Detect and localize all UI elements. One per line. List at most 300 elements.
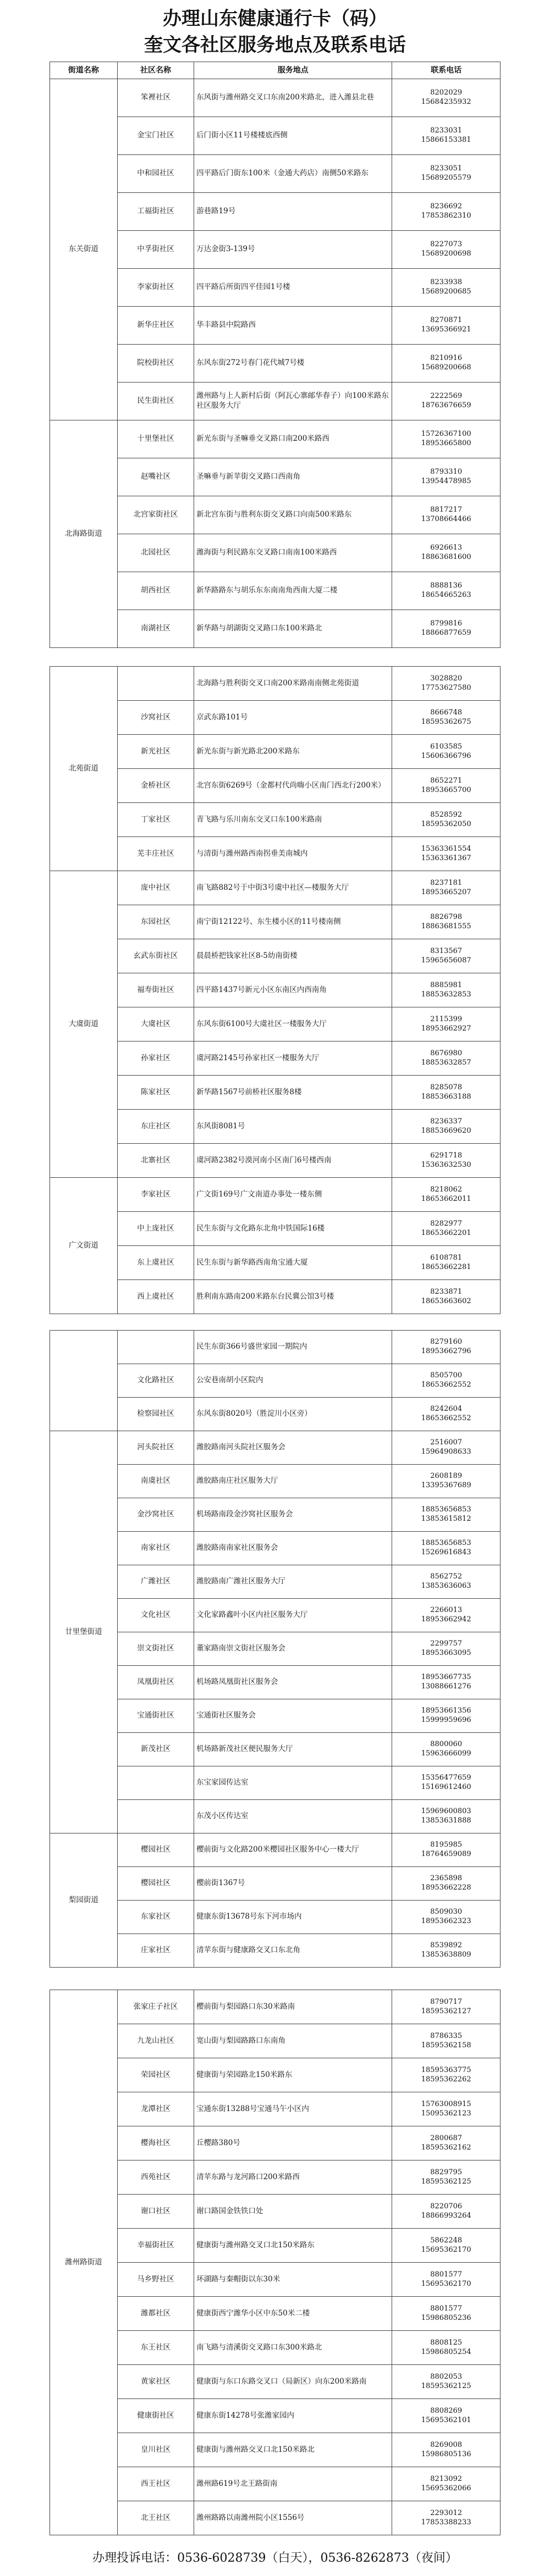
table-row bbox=[50, 735, 501, 769]
contact-phone: 8799816 18866877659 bbox=[392, 610, 501, 648]
service-location: 宽山街与梨园路路口东南角 bbox=[194, 2024, 392, 2058]
service-location: 新华路路东与胡乐东东南南角西南大厦二楼 bbox=[194, 572, 392, 610]
service-location: 潍州路路以南潍州院小区1556号 bbox=[194, 2501, 392, 2535]
service-location: 南宁街12122号、东生楼小区的11号楼南侧 bbox=[194, 905, 392, 939]
community-name: 胡西社区 bbox=[117, 572, 194, 610]
table-row bbox=[50, 2195, 501, 2229]
contact-phone: 8888136 18654665263 bbox=[392, 572, 501, 610]
community-name: 樱园社区 bbox=[117, 1833, 194, 1867]
table-row bbox=[50, 1178, 501, 1212]
service-location: 坏湖路与秦帽街以东30米 bbox=[194, 2263, 392, 2297]
table-section-4 bbox=[50, 1990, 501, 2535]
contact-phone: 8652271 18953665700 bbox=[392, 769, 501, 803]
service-location: 健康街与潍州路交叉口北150米路东 bbox=[194, 2229, 392, 2263]
service-location: 清苹东路与龙河路口200米路西 bbox=[194, 2160, 392, 2195]
community-name: 龙潭社区 bbox=[117, 2092, 194, 2126]
street-name: 大虞街道 bbox=[50, 871, 118, 1178]
community-name: 文化路社区 bbox=[117, 1364, 194, 1398]
service-location: 机场路凤凰街社区服务会 bbox=[194, 1666, 392, 1699]
table-section-3 bbox=[50, 1330, 501, 1968]
contact-phone: 8242604 18653662552 bbox=[392, 1398, 501, 1431]
service-location: 机场路新茂社区便民服务大厅 bbox=[194, 1733, 392, 1766]
table-row bbox=[50, 269, 501, 307]
service-location: 丘樱路380号 bbox=[194, 2126, 392, 2160]
contact-phone: 15969600803 13853631888 bbox=[392, 1800, 501, 1833]
community-name: 北王社区 bbox=[117, 2501, 194, 2535]
community-name: 十里堡社区 bbox=[117, 420, 194, 458]
table-header-row bbox=[50, 62, 501, 79]
contact-phone: 8202029 15684235932 bbox=[392, 79, 501, 117]
community-name: 东庄社区 bbox=[117, 1110, 194, 1144]
table-row bbox=[50, 973, 501, 1007]
contact-phone: 8801577 15986805236 bbox=[392, 2297, 501, 2331]
service-location: 潍胶路南河头院社区服务会 bbox=[194, 1431, 392, 1465]
contact-phone: 8233051 15689205579 bbox=[392, 155, 501, 193]
community-name: 沙窝社区 bbox=[117, 701, 194, 735]
contact-phone: 8218062 18653662011 bbox=[392, 1178, 501, 1212]
service-location: 胜利南东路南200米路东台民冀公馆3号楼 bbox=[194, 1280, 392, 1314]
service-location: 南飞路与清溪街交叉路口东300米路北 bbox=[194, 2331, 392, 2365]
contact-phone: 2222569 18763676659 bbox=[392, 383, 501, 420]
table-row bbox=[50, 1465, 501, 1498]
service-location: 樱前街1367号 bbox=[194, 1867, 392, 1901]
contact-phone: 18595363775 18595362262 bbox=[392, 2058, 501, 2092]
table-row bbox=[50, 701, 501, 735]
service-location: 新华路1567号前桥社区服务8楼 bbox=[194, 1076, 392, 1110]
contact-phone: 15726367100 18953665800 bbox=[392, 420, 501, 458]
service-location: 机场路南段金沙窝社区服务会 bbox=[194, 1498, 392, 1532]
contact-phone: 8808125 15986805254 bbox=[392, 2331, 501, 2365]
table-row bbox=[50, 1364, 501, 1398]
contact-phone: 2608189 13395367689 bbox=[392, 1465, 501, 1498]
table-row bbox=[50, 1398, 501, 1431]
contact-phone: 8195985 18764659089 bbox=[392, 1833, 501, 1867]
service-location: 民生东街与文化路东北角中铁国际16楼 bbox=[194, 1212, 392, 1246]
table-row bbox=[50, 2331, 501, 2365]
contact-phone: 2293012 17853388233 bbox=[392, 2501, 501, 2535]
community-name: 皇川社区 bbox=[117, 2433, 194, 2467]
contact-phone: 15363361554 15363361367 bbox=[392, 837, 501, 871]
table-row bbox=[50, 2297, 501, 2331]
community-name: 北寨社区 bbox=[117, 1144, 194, 1178]
street-name: 廿里堡街道 bbox=[50, 1431, 118, 1833]
service-location: 圣嘛垂与新苹街交叉路口西南角 bbox=[194, 458, 392, 496]
community-name: 新光社区 bbox=[117, 735, 194, 769]
service-location: 清苹东街与健康路交叉口东北角 bbox=[194, 1934, 392, 1968]
community-name: 李家社区 bbox=[117, 1178, 194, 1212]
street-name: 北苑街道 bbox=[50, 667, 118, 871]
contact-phone: 2800687 18595362162 bbox=[392, 2126, 501, 2160]
table-row bbox=[50, 155, 501, 193]
contact-phone: 8282977 18653662201 bbox=[392, 1212, 501, 1246]
table-row bbox=[50, 1666, 501, 1699]
community-name: 西苑社区 bbox=[117, 2160, 194, 2195]
community-name: 中上庞社区 bbox=[117, 1212, 194, 1246]
service-location: 健康街西宁潍华小区中东50米二楼 bbox=[194, 2297, 392, 2331]
service-location: 新北宫东街与胜利东街交叉路口向南500米路东 bbox=[194, 496, 392, 534]
service-location: 樱前街与梨园路口东30米路南 bbox=[194, 1990, 392, 2024]
community-name bbox=[117, 1331, 194, 1364]
service-location: 潍胶路南广潍社区服务大厅 bbox=[194, 1565, 392, 1599]
table-row bbox=[50, 345, 501, 383]
table-row bbox=[50, 231, 501, 269]
community-name: 南家社区 bbox=[117, 1532, 194, 1565]
community-name: 健康街社区 bbox=[117, 2399, 194, 2433]
table-row bbox=[50, 1733, 501, 1766]
service-table bbox=[50, 1330, 501, 1968]
table-row bbox=[50, 2229, 501, 2263]
table-row bbox=[50, 1867, 501, 1901]
contact-phone: 2365898 18953662228 bbox=[392, 1867, 501, 1901]
street-name: 梨园街道 bbox=[50, 1833, 118, 1968]
community-name: 工福街社区 bbox=[117, 193, 194, 231]
service-location: 健康东街14278号张潍家园内 bbox=[194, 2399, 392, 2433]
service-location: 东风街与潍州路交叉口东南200米路北，进入潍县北巷 bbox=[194, 79, 392, 117]
street-name: 潍州路街道 bbox=[50, 1990, 118, 2535]
service-table bbox=[50, 666, 501, 1314]
service-location: 民生东街366号盛世家园一期院内 bbox=[194, 1331, 392, 1364]
contact-phone: 2299757 18953663095 bbox=[392, 1632, 501, 1666]
service-location: 健康东街13678号东下河市场内 bbox=[194, 1901, 392, 1934]
table-row bbox=[50, 1532, 501, 1565]
contact-phone: 8786335 18595362158 bbox=[392, 2024, 501, 2058]
table-row bbox=[50, 1246, 501, 1280]
table-section-2 bbox=[50, 666, 501, 1314]
contact-phone: 8802053 18595362125 bbox=[392, 2365, 501, 2399]
contact-phone: 8270871 13695366921 bbox=[392, 307, 501, 345]
community-name: 民生街社区 bbox=[117, 383, 194, 420]
table-row bbox=[50, 307, 501, 345]
contact-phone: 6291718 15363632530 bbox=[392, 1144, 501, 1178]
table-row bbox=[50, 905, 501, 939]
community-name: 孙家社区 bbox=[117, 1042, 194, 1076]
contact-phone: 6103585 15606366796 bbox=[392, 735, 501, 769]
street-name: 广文街道 bbox=[50, 1178, 118, 1314]
service-location: 京武东路101号 bbox=[194, 701, 392, 735]
contact-phone: 8233031 15866153381 bbox=[392, 117, 501, 155]
table-row bbox=[50, 2501, 501, 2535]
community-name: 九龙山社区 bbox=[117, 2024, 194, 2058]
contact-phone: 3028820 17753627580 bbox=[392, 667, 501, 701]
table-row bbox=[50, 1110, 501, 1144]
service-location: 东风东街8020号（胜淀川小区旁） bbox=[194, 1398, 392, 1431]
contact-phone: 8227073 15689200698 bbox=[392, 231, 501, 269]
table-row bbox=[50, 2024, 501, 2058]
contact-phone: 8233871 18653663602 bbox=[392, 1280, 501, 1314]
community-name: 赵嘴社区 bbox=[117, 458, 194, 496]
contact-phone: 8237181 18953665207 bbox=[392, 871, 501, 905]
community-name bbox=[117, 1766, 194, 1800]
service-location: 游巷路19号 bbox=[194, 193, 392, 231]
contact-phone: 8233938 15689200685 bbox=[392, 269, 501, 307]
community-name: 幸福街社区 bbox=[117, 2229, 194, 2263]
service-location: 新华路与胡湖街交叉路口东100米路北 bbox=[194, 610, 392, 648]
contact-phone: 2516007 15964908633 bbox=[392, 1431, 501, 1465]
service-location: 四平路后门街东100米（金通大药店）南侧50米路东 bbox=[194, 155, 392, 193]
community-name: 崇文街社区 bbox=[117, 1632, 194, 1666]
contact-phone: 8666748 18595362675 bbox=[392, 701, 501, 735]
community-name: 东王社区 bbox=[117, 2331, 194, 2365]
community-name: 张家庄子社区 bbox=[117, 1990, 194, 2024]
contact-phone: 8793310 13954478985 bbox=[392, 458, 501, 496]
table-row bbox=[50, 1212, 501, 1246]
community-name: 芜丰庄社区 bbox=[117, 837, 194, 871]
community-name: 李家街社区 bbox=[117, 269, 194, 307]
community-name: 新华庄社区 bbox=[117, 307, 194, 345]
contact-phone: 8826798 18863681555 bbox=[392, 905, 501, 939]
table-row bbox=[50, 193, 501, 231]
service-location: 潍州路619号北王路街南 bbox=[194, 2467, 392, 2501]
service-table bbox=[50, 62, 501, 648]
table-row bbox=[50, 1699, 501, 1733]
contact-phone: 15356477659 15169612460 bbox=[392, 1766, 501, 1800]
table-row bbox=[50, 2433, 501, 2467]
contact-phone: 15763008915 15095362123 bbox=[392, 2092, 501, 2126]
community-name: 凤凰街社区 bbox=[117, 1666, 194, 1699]
table-row bbox=[50, 1076, 501, 1110]
contact-phone: 18853656853 13853615812 bbox=[392, 1498, 501, 1532]
community-name bbox=[117, 1800, 194, 1833]
community-name: 黄家社区 bbox=[117, 2365, 194, 2399]
table-row bbox=[50, 383, 501, 420]
table-row bbox=[50, 1498, 501, 1532]
service-location: 潍州路与上人新村后街（阿瓦心寨邮华春子）向100米路东社区服务大厅 bbox=[194, 383, 392, 420]
community-name: 中孚街社区 bbox=[117, 231, 194, 269]
community-name: 北宫家街社区 bbox=[117, 496, 194, 534]
table-row bbox=[50, 1331, 501, 1364]
community-name: 中和园社区 bbox=[117, 155, 194, 193]
community-name: 丁家社区 bbox=[117, 803, 194, 837]
service-location: 东宝家园传达室 bbox=[194, 1766, 392, 1800]
table-row bbox=[50, 1833, 501, 1867]
service-location: 广文街169号广文南道办事处一楼东侧 bbox=[194, 1178, 392, 1212]
service-location: 东风东街272号春门花代城7号楼 bbox=[194, 345, 392, 383]
service-location: 后门街小区11号楼楼底西侧 bbox=[194, 117, 392, 155]
contact-phone: 8279160 18953662796 bbox=[392, 1331, 501, 1364]
service-location: 公安巷南胡小区院内 bbox=[194, 1364, 392, 1398]
service-location: 虞河路2145号孙家社区一楼服务大厅 bbox=[194, 1042, 392, 1076]
community-name: 宝通街社区 bbox=[117, 1699, 194, 1733]
contact-phone: 18953661356 15999959696 bbox=[392, 1699, 501, 1733]
table-row bbox=[50, 117, 501, 155]
service-location: 文化家路鑫叶小区内社区服务大厅 bbox=[194, 1599, 392, 1632]
community-name: 检察园社区 bbox=[117, 1398, 194, 1431]
contact-phone: 6108781 18653662281 bbox=[392, 1246, 501, 1280]
community-name: 金桥社区 bbox=[117, 769, 194, 803]
contact-phone: 8829795 18595362125 bbox=[392, 2160, 501, 2195]
contact-phone: 8562752 13853636063 bbox=[392, 1565, 501, 1599]
contact-phone: 5862248 15695362170 bbox=[392, 2229, 501, 2263]
service-table bbox=[50, 1990, 501, 2535]
contact-phone: 8213092 15695362066 bbox=[392, 2467, 501, 2501]
table-row bbox=[50, 2365, 501, 2399]
service-location: 潍胶路南庄社区服务大厅 bbox=[194, 1465, 392, 1498]
table-row bbox=[50, 2126, 501, 2160]
table-row bbox=[50, 2092, 501, 2126]
service-location: 晨晨桥把钱家社区8-5幼南街楼 bbox=[194, 939, 392, 973]
table-row bbox=[50, 420, 501, 458]
service-location: 健康街与荣园路北150米路东 bbox=[194, 2058, 392, 2092]
contact-phone: 6926613 18863681600 bbox=[392, 534, 501, 572]
table-row bbox=[50, 458, 501, 496]
contact-phone: 8509030 18953662323 bbox=[392, 1901, 501, 1934]
contact-phone: 18953667735 13088661276 bbox=[392, 1666, 501, 1699]
community-name: 东上虞社区 bbox=[117, 1246, 194, 1280]
community-name: 荣园社区 bbox=[117, 2058, 194, 2092]
contact-phone: 8801577 15695362170 bbox=[392, 2263, 501, 2297]
contact-phone: 8808269 15695362101 bbox=[392, 2399, 501, 2433]
service-location: 谢口路国金铁铁口处 bbox=[194, 2195, 392, 2229]
contact-phone: 8236337 18853669620 bbox=[392, 1110, 501, 1144]
table-row bbox=[50, 496, 501, 534]
community-name: 西上虞社区 bbox=[117, 1280, 194, 1314]
community-name: 南虞社区 bbox=[117, 1465, 194, 1498]
contact-phone: 8505700 18653662552 bbox=[392, 1364, 501, 1398]
service-location: 樱前街与文化路200米樱园社区服务中心一楼大厅 bbox=[194, 1833, 392, 1867]
service-location: 华丰路县中院路西 bbox=[194, 307, 392, 345]
table-section-1 bbox=[50, 62, 501, 648]
page-subtitle: 奎文各社区服务地点及联系电话 bbox=[144, 34, 406, 56]
community-name: 大虞社区 bbox=[117, 1007, 194, 1042]
contact-phone: 2115399 18953662927 bbox=[392, 1007, 501, 1042]
service-location: 宝通东街13288号宝通马午小区内 bbox=[194, 2092, 392, 2126]
community-name: 笨裡社区 bbox=[117, 79, 194, 117]
contact-phone: 8817217 13708664466 bbox=[392, 496, 501, 534]
complaint-phone-footer: 办理投诉电话：0536-6028739（白天），0536-8262873（夜间） bbox=[92, 2551, 458, 2565]
community-name: 樱园社区 bbox=[117, 1867, 194, 1901]
table-row bbox=[50, 1934, 501, 1968]
contact-phone: 8220706 18866993264 bbox=[392, 2195, 501, 2229]
contact-phone: 8528592 18595362050 bbox=[392, 803, 501, 837]
service-location: 民生东街与新华路西南角宝通大厦 bbox=[194, 1246, 392, 1280]
community-name: 陈家社区 bbox=[117, 1076, 194, 1110]
community-name: 院校街社区 bbox=[117, 345, 194, 383]
community-name: 玄武东街社区 bbox=[117, 939, 194, 973]
column-header: 社区名称 bbox=[117, 62, 194, 79]
community-name: 庞中社区 bbox=[117, 871, 194, 905]
service-location: 董家路南崇文街社区服务会 bbox=[194, 1632, 392, 1666]
table-row bbox=[50, 1766, 501, 1800]
column-header: 街道名称 bbox=[50, 62, 118, 79]
service-location: 北海路与胜利街交叉口南200米路南南侧北苑街道 bbox=[194, 667, 392, 701]
service-location: 与清街与潍州路西南拐垂美南城内 bbox=[194, 837, 392, 871]
table-row bbox=[50, 939, 501, 973]
table-row bbox=[50, 1565, 501, 1599]
table-row bbox=[50, 871, 501, 905]
community-name: 河头院社区 bbox=[117, 1431, 194, 1465]
contact-phone: 8313567 15965656087 bbox=[392, 939, 501, 973]
service-location: 青飞路与乐川南东交叉口东100米路南 bbox=[194, 803, 392, 837]
community-name: 南湖社区 bbox=[117, 610, 194, 648]
community-name: 金沙窝社区 bbox=[117, 1498, 194, 1532]
service-location: 虞河路2382号漠河南小区南门6号楼西南 bbox=[194, 1144, 392, 1178]
table-row bbox=[50, 2058, 501, 2092]
table-row bbox=[50, 1599, 501, 1632]
community-name: 潍都社区 bbox=[117, 2297, 194, 2331]
community-name: 新茂社区 bbox=[117, 1733, 194, 1766]
table-row bbox=[50, 1901, 501, 1934]
service-location: 东风街8081号 bbox=[194, 1110, 392, 1144]
service-location: 新光东街与新光路北200米路东 bbox=[194, 735, 392, 769]
community-name bbox=[117, 667, 194, 701]
table-row bbox=[50, 1800, 501, 1833]
service-location: 宝通街社区服务会 bbox=[194, 1699, 392, 1733]
table-row bbox=[50, 667, 501, 701]
contact-phone: 8236692 17853862310 bbox=[392, 193, 501, 231]
table-row bbox=[50, 572, 501, 610]
service-location: 北宫东街6269号（金都村代尚嗨小区南门西北行200米） bbox=[194, 769, 392, 803]
community-name: 文化社区 bbox=[117, 1599, 194, 1632]
service-location: 万达金街3-139号 bbox=[194, 231, 392, 269]
contact-phone: 18853656853 15269616843 bbox=[392, 1532, 501, 1565]
community-name: 谢口社区 bbox=[117, 2195, 194, 2229]
service-location: 东茂小区传达室 bbox=[194, 1800, 392, 1833]
street-name: 东关街道 bbox=[50, 79, 118, 420]
community-name: 西王社区 bbox=[117, 2467, 194, 2501]
community-name: 金宝门社区 bbox=[117, 117, 194, 155]
contact-phone: 2266013 18953662942 bbox=[392, 1599, 501, 1632]
community-name: 北园社区 bbox=[117, 534, 194, 572]
service-location: 四平路1437号新元小区东南区内西南角 bbox=[194, 973, 392, 1007]
table-row bbox=[50, 79, 501, 117]
table-row bbox=[50, 534, 501, 572]
contact-phone: 8676980 18853632857 bbox=[392, 1042, 501, 1076]
contact-phone: 8790717 18595362127 bbox=[392, 1990, 501, 2024]
column-header: 服务地点 bbox=[194, 62, 392, 79]
service-location: 南飞路882号于中街3号虞中社区—楼服务大厅 bbox=[194, 871, 392, 905]
table-row bbox=[50, 1632, 501, 1666]
table-row bbox=[50, 1144, 501, 1178]
contact-phone: 8210916 15689200668 bbox=[392, 345, 501, 383]
community-name: 福寿街社区 bbox=[117, 973, 194, 1007]
column-header: 联系电话 bbox=[392, 62, 501, 79]
page-title: 办理山东健康通行卡（码） bbox=[163, 8, 387, 30]
table-row bbox=[50, 769, 501, 803]
table-row bbox=[50, 2263, 501, 2297]
service-location: 潍胶路南南家社区服务会 bbox=[194, 1532, 392, 1565]
street-name: 北海路街道 bbox=[50, 420, 118, 648]
table-row bbox=[50, 1990, 501, 2024]
table-row bbox=[50, 1431, 501, 1465]
service-location: 健康街与东口东路交叉口（局新区）向东200米路南 bbox=[194, 2365, 392, 2399]
table-row bbox=[50, 1042, 501, 1076]
community-name: 东家社区 bbox=[117, 1901, 194, 1934]
service-location: 东风东街6100号大虞社区一楼服务大厅 bbox=[194, 1007, 392, 1042]
table-row bbox=[50, 1280, 501, 1314]
community-name: 樱海社区 bbox=[117, 2126, 194, 2160]
contact-phone: 8885981 18853632853 bbox=[392, 973, 501, 1007]
community-name: 东园社区 bbox=[117, 905, 194, 939]
service-location: 四平路后所街四平佳园1号楼 bbox=[194, 269, 392, 307]
contact-phone: 8269008 15986805136 bbox=[392, 2433, 501, 2467]
contact-phone: 8800060 15963666099 bbox=[392, 1733, 501, 1766]
table-row bbox=[50, 2160, 501, 2195]
table-row bbox=[50, 2399, 501, 2433]
community-name: 广潍社区 bbox=[117, 1565, 194, 1599]
service-location: 潍海街与利民路东交叉路口南南100米路西 bbox=[194, 534, 392, 572]
service-location: 新光东街与圣嘛垂交叉路口南200米路西 bbox=[194, 420, 392, 458]
street-name bbox=[50, 1331, 118, 1431]
contact-phone: 8285078 18853663188 bbox=[392, 1076, 501, 1110]
service-location: 健康街与潍州路交叉口北150米路北 bbox=[194, 2433, 392, 2467]
table-row bbox=[50, 610, 501, 648]
community-name: 庄家社区 bbox=[117, 1934, 194, 1968]
table-row bbox=[50, 837, 501, 871]
table-row bbox=[50, 2467, 501, 2501]
table-row bbox=[50, 1007, 501, 1042]
contact-phone: 8539892 13853638809 bbox=[392, 1934, 501, 1968]
table-row bbox=[50, 803, 501, 837]
